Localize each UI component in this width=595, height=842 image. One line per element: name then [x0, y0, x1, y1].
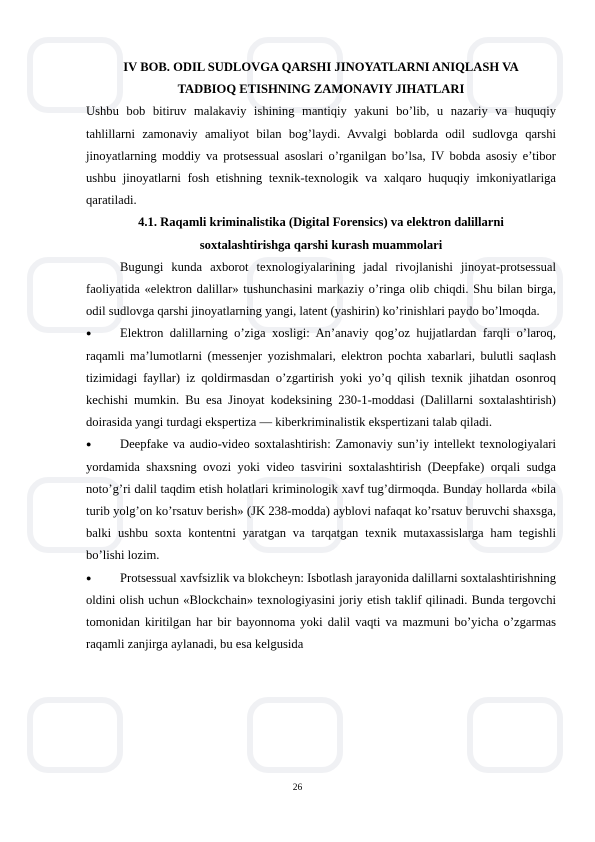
- bullet-item-electronic-evidence: [86, 322, 556, 433]
- bullet-icon: ●: [86, 572, 92, 583]
- intro-paragraph: Ushbu bob bitiruv malakaviy ishining mantiqiy yakuni bo’lib, u nazariy va huquqiy tahlillarni zamonaviy amaliyot bilan bog’laydi. Avvalgi boblarda odil sudlovga qarshi jinoyatlarning moddiy va protsessual asoslari o’rganilgan bo’lsa, IV bobda asosiy e’tibor ushbu jinoyatlarni fosh etishning texnik-texnologik va xalqaro huquqiy imkoniyatlariga qaratiladi.: [86, 104, 556, 208]
- bullet-icon: ●: [86, 328, 92, 339]
- bullet-item-deepfake: [86, 433, 556, 566]
- bullet-item-blockchain: [86, 567, 556, 656]
- chapter-heading-line-1: IV BOB. ODIL SUDLOVGA QARSHI JINOYATLARNI ANIQLASH VA: [123, 60, 519, 74]
- chapter-heading-line-2: TADBIOQ ETISHNING ZAMONAVIY JIHATLARI: [177, 82, 465, 97]
- page-number: 26: [292, 783, 303, 793]
- body-paragraph: Bugungi kunda axborot texnologiyalarining jadal rivojlanishi jinoyat-protsessual faoliyatida «elektron dalillar» tushunchasini markaziy o’ringa olib chiqdi. Shu bilan birga, odil sudlovga qarshi jinoyatlarning yangi, latent (yashirin) ko’rinishlari paydo bo’lmoqda.: [86, 259, 556, 319]
- section-heading-line-2: soxtalashtirishga qarshi kurash muammolari: [199, 237, 443, 252]
- chapter-heading: [86, 56, 556, 100]
- section-heading-line-1: 4.1. Raqamli kriminalistika (Digital Forensics) va elektron dalillarni: [138, 215, 504, 230]
- bullet-icon: ●: [86, 439, 92, 450]
- bullet-text: Protsessual xavfsizlik va blokcheyn: Isbotlash jarayonida dalillarni soxtalashtirishning oldini olish uchun «Blockchain» texnologiyasini joriy etish taklif qilinadi. Bunda tergovchi tomonidan kiritilgan har bir bayonnoma yoki dalil vaqti va mazmuni bo’yicha o’zgarmas raqamli zanjirga aylanadi, bu esa kelgusida: [86, 570, 556, 652]
- bullet-text: Elektron dalillarning o’ziga xosligi: An’anaviy qog’oz hujjatlardan farqli o’laroq, raqamli ma’lumotlarni (messenjer yozishmalari, elektron pochta xabarlari, bulutli saqlash tizimidagi fayllar) iz qoldirmasdan o’zgartirish yoki yo’q qilish texnik jihatdan osonroq kechishi mumkin. Bu esa Jinoyat kodeksining 230-1-moddasi (Dalillarni soxtalashtirish) doirasida yangi turdagi ekspertiza — kiberkriminalistik ekspertizani talab qiladi.: [86, 326, 556, 430]
- section-heading: [86, 211, 556, 255]
- document-page: [86, 56, 556, 655]
- bullet-text: Deepfake va audio-video soxtalashtirish: Zamonaviy sun’iy intellekt texnologiyalari yordamida shaxsning ovozi yoki video tasvirini soxtalashtirish (Deepfake) orqali sudga noto’g’ri dalil taqdim etish holatlari kriminologik xavf tug’dirmoqda. Bunday hollarda «bila turib yolg’on ko’rsatuv berish» (JK 238-modda) ayblovi nafaqat ko’rsatuv beruvchi shaxsga, balki ushbu soxta kontentni yaratgan va tarqatgan texnik mutaxassislarga ham tegishli bo’lishi lozim.: [86, 437, 556, 563]
